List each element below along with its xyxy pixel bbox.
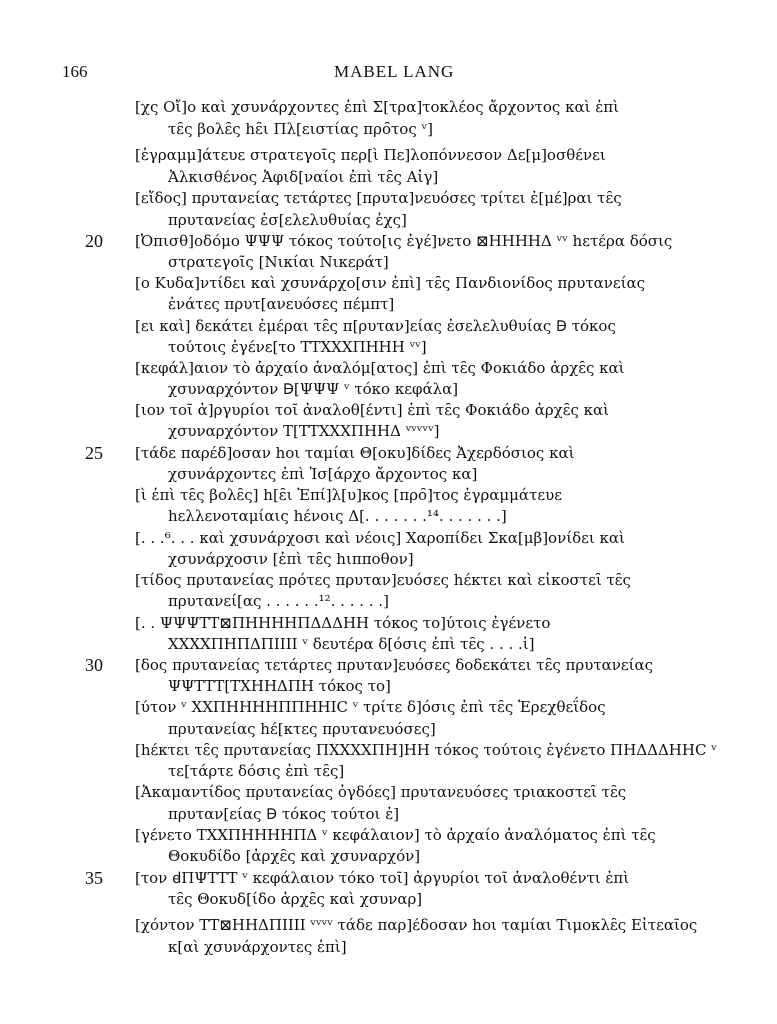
text-line: κ[αὶ χσυνάρχοντες ἐπὶ]	[168, 938, 347, 956]
text-line: Ἀλκισθένος Ἀφιδ[ναίοι ἐπὶ τε̑ς Αἰγ]	[168, 168, 439, 186]
text-line: [τάδε παρέδ]οσαν hοι ταμίαι Θ[οκυ]δίδες Ἀχερδόσιος καὶ	[135, 444, 575, 462]
text-line: τε[τάρτε δόσις ἐπὶ τε̑ς]	[168, 762, 345, 780]
text-line: ἐνάτες πρυτ[ανευόσες πέμπτ]	[168, 295, 395, 313]
text-line: χσυναρχόντον Τ[ΤΤΧΧΧΠΗΗΔ ᵛᵛᵛᵛᵛ]	[168, 422, 440, 440]
text-line: ΧΧΧΧΠΗΠΔΠΙΙΙΙ ᵛ δευτέρα δ[όσις ἐπὶ τε̑ς . . . .ἰ]	[168, 635, 535, 653]
text-line: [γένετο ΤΧΧΠΗΗΗΗΠΔ ᵛ κεφάλαιον] τὸ ἀρχαίο ἀναλόματος ἐπὶ τε̑ς	[135, 826, 656, 844]
text-line: [ει καὶ] δεκάτει ἐμέραι τε̑ς π[ρυταν]είας ἐσελελυθυίας Ꟈ τόκος	[135, 317, 616, 335]
text-line: [εἴδος] πρυτανείας τετάρτες [πρυτα]νευόσες τρίτει ἐ[μέ]ραι τε̑ς	[135, 189, 622, 207]
text-line: στρατεγοῖς [Νικίαι Νικεράτ]	[168, 253, 389, 271]
text-line: [κεφάλ]αιον τὸ ἀρχαίο ἀναλόμ[ατος] ἐπὶ τε̑ς Φοκιάδο ἀρχε̑ς καὶ	[135, 359, 625, 377]
text-line: [τον ꟈΠΨΤΤΤ ᵛ κεφάλαιον τόκο τοῖ] ἀργυρίοι τοῖ ἀναλοθέντι ἐπὶ	[135, 869, 630, 887]
text-line: [ύτον ᵛ ΧΧΠΗΗΗΗΠΠΗΗΙC ᵛ τρίτε δ]όσις ἐπὶ τε̑ς Ἐρεχθεΐδος	[135, 698, 606, 716]
running-title: MABEL LANG	[334, 62, 455, 81]
text-line: ΨΨΤΤΤ[ΤΧΗΗΔΠΗ τόκος το]	[168, 677, 391, 695]
page-number: 166	[62, 62, 88, 81]
line-number: 30	[85, 655, 103, 675]
text-line: τούτοις ἐγένε[το ΤΤΧΧΧΠΗΗΗ ᵛᵛ]	[168, 338, 427, 356]
text-line: hελλενοταμίαις hένοις Δ[. . . . . . .¹⁴. . . . . . .]	[168, 507, 507, 525]
text-line: [δος πρυτανείας τετάρτες πρυταν]ευόσες δοδεκάτει τε̑ς πρυτανείας	[135, 656, 654, 674]
text-line: [hέκτει τε̑ς πρυτανείας ΠΧΧΧΧΠΗ]ΗΗ τόκος τούτοις ἐγένετο ΠΗΔΔΔΗΗC ᵛ	[135, 741, 717, 759]
text-line: πρυτανείας hέ[κτες πρυτανευόσες]	[168, 720, 436, 738]
text-line: [τίδος πρυτανείας πρότες πρυταν]ευόσες hέκτει καὶ εἰκοστει̑ τε̑ς	[135, 571, 631, 589]
text-line: πρυταν[είας Ꟈ τόκος τούτοι ἐ]	[168, 805, 400, 823]
text-line: [. . ΨΨΨΤΤ⊠ΠΗΗΗΗΠΔΔΔΗΗ τόκος το]ύτοις ἐγένετο	[135, 614, 551, 632]
text-line: [Ἀκαμαντίδος πρυτανείας ὀγδόες] πρυτανευόσες τριακοστει̑ τε̑ς	[135, 783, 627, 801]
line-number: 35	[85, 868, 103, 888]
text-line: [. . .⁶. . . καὶ χσυνάρχοσι καὶ νέοις] Χαροπίδει Σκα[μβ]ονίδει καὶ	[135, 529, 625, 547]
text-line: [ο Κυδα]ντίδει καὶ χσυνάρχο[σιν ἐπὶ] τε̑ς Πανδιονίδος πρυτανείας	[135, 274, 646, 292]
text-line: χσυνάρχοντες ἐπὶ Ἰσ[άρχο ἄρχοντος κα]	[168, 465, 478, 483]
text-line: πρυτανεί[ας . . . . . .¹². . . . . .]	[168, 592, 389, 610]
text-line: τε̑ς Θοκυδ[ίδο ἀρχε̑ς καὶ χσυναρ]	[168, 890, 423, 908]
text-line: χσυναρχόντον Ꟈ[ΨΨΨ ᵛ τόκο κεφάλα]	[168, 380, 459, 398]
text-line: πρυτανείας ἐσ[ελελυθυίας ἐχς]	[168, 211, 407, 229]
text-line: [ιον τοῖ ἀ]ργυρίοι τοῖ ἀναλοθ[έντι] ἐπὶ τε̑ς Φοκιάδο ἀρχε̑ς καὶ	[135, 401, 610, 419]
text-line: [ὶ ἐπὶ τε̑ς βολε̑ς] h[ε̑ι Ἐπί]λ[υ]κος [προ̑]τος ἐγραμμάτευε	[135, 486, 562, 504]
line-number: 25	[85, 443, 103, 463]
line-number: 20	[85, 231, 103, 251]
text-line: [χς Οἴ]ο καὶ χσυνάρχοντες ἐπὶ Σ[τρα]τοκλέος ἄρχοντος καὶ ἐπὶ	[135, 98, 620, 116]
text-line: Θοκυδίδο [ἀρχε̑ς καὶ χσυναρχόν]	[168, 847, 421, 865]
text-line: [ἐγραμμ]άτευε στρατεγοῖς περ[ὶ Πε]λοπόννεσον Δε[μ]οσθένει	[135, 146, 606, 164]
text-line: χσυνάρχοσιν [ἐπὶ τε̑ς hιπποθον]	[168, 550, 414, 568]
text-line: [χόντον ΤΤ⊠ΗΗΔΠΙΙΙΙ ᵛᵛᵛᵛ τάδε παρ]έδοσαν hοι ταμίαι Τιμοκλε̑ς Εἰτεαῖος	[135, 916, 698, 934]
text-line: [Ὀπισθ]οδόμο ΨΨΨ τόκος τούτο[ις ἐγέ]νετο ⊠ΗΗΗΗΔ ᵛᵛ hετέρα δόσις	[135, 232, 673, 250]
text-line: τε̑ς βολε̑ς hε̑ι Πλ[ειστίας προ̑τος ᵛ]	[168, 120, 433, 138]
